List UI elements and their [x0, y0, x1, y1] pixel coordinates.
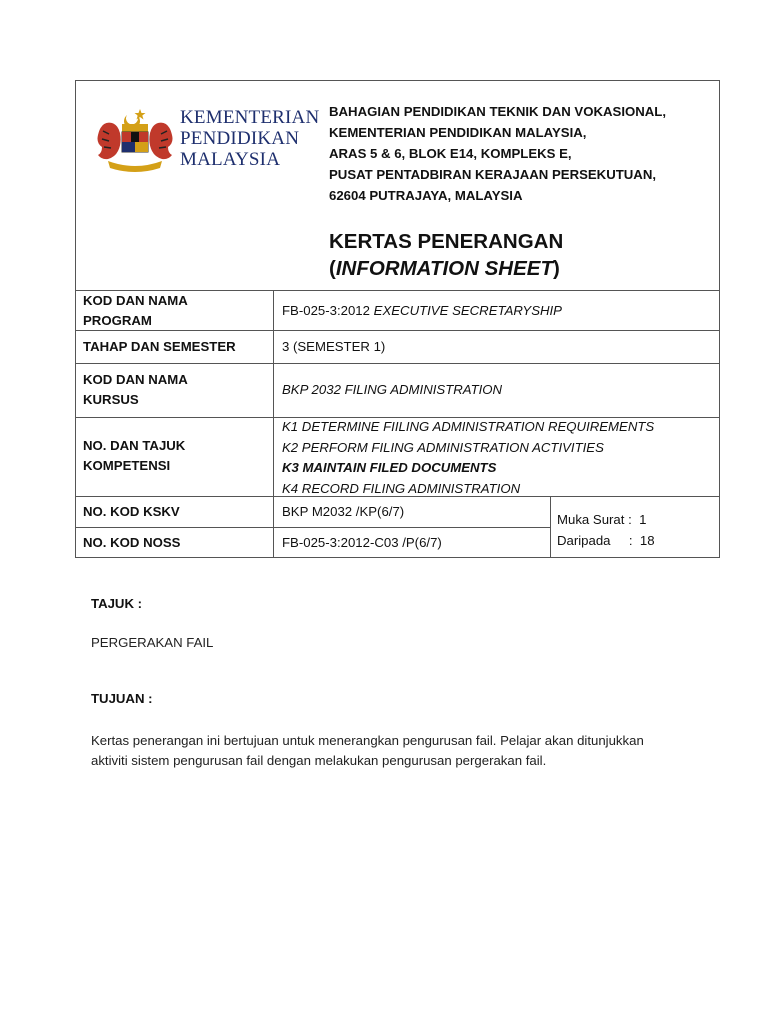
logo-line-3: MALAYSIA: [180, 149, 281, 170]
program-value: [282, 301, 562, 321]
noss-label: NO. KOD NOSS: [83, 535, 181, 550]
purpose-text: [91, 731, 644, 771]
page-cell-divider: [550, 497, 551, 558]
page-number-box: [557, 509, 655, 551]
program-label: [83, 291, 188, 331]
row-competency: [76, 418, 719, 497]
logo-line-1: KEMENTERIAN: [180, 107, 320, 128]
sheet-title-main: KERTAS PENERANGAN: [329, 230, 564, 253]
competency-item-current: K3 MAINTAIN FILED DOCUMENTS: [282, 460, 497, 475]
address-line-4: PUSAT PENTADBIRAN KERAJAAN PERSEKUTUAN,: [329, 167, 657, 182]
purpose-line-2: aktiviti sistem pengurusan fail dengan melakukan pengurusan pergerakan fail.: [91, 753, 547, 768]
level-value: 3 (SEMESTER 1): [282, 339, 386, 354]
page-number-line: [557, 509, 655, 530]
program-label-line-2: PROGRAM: [83, 313, 152, 328]
logo-wordmark: [180, 107, 319, 170]
coat-of-arms-icon: [94, 107, 176, 173]
level-label: TAHAP DAN SEMESTER: [83, 339, 236, 354]
page-total-line: [557, 530, 655, 551]
course-value: BKP 2032 FILING ADMINISTRATION: [282, 382, 503, 397]
purpose-label: TUJUAN :: [91, 691, 153, 706]
competency-label: [83, 436, 185, 476]
address-line-5: 62604 PUTRAJAYA, MALAYSIA: [329, 188, 523, 203]
address-line-3: ARAS 5 & 6, BLOK E14, KOMPLEKS E,: [329, 146, 572, 161]
noss-value: FB-025-3:2012-C03 /P(6/7): [282, 535, 442, 550]
course-label-line-2: KURSUS: [83, 392, 139, 407]
row-course: [76, 364, 719, 418]
competency-item: K2 PERFORM FILING ADMINISTRATION ACTIVITIES: [282, 439, 604, 455]
document-header-table: [75, 80, 720, 558]
course-label-line-1: KOD DAN NAMA: [83, 372, 188, 387]
kskv-label: NO. KOD KSKV: [83, 504, 180, 519]
ministry-logo: [94, 103, 324, 173]
title-paren-open: (: [329, 257, 336, 280]
of-label: Daripada: [557, 533, 611, 548]
topic-label: TAJUK :: [91, 596, 143, 611]
of-value: 18: [639, 533, 655, 548]
of-colon: :: [628, 533, 633, 548]
topic-value: PERGERAKAN FAIL: [91, 635, 214, 650]
kskv-value: BKP M2032 /KP(6/7): [282, 504, 405, 519]
title-paren-close: ): [552, 257, 560, 280]
competency-item: K1 DETERMINE FIILING ADMINISTRATION REQUIREMENTS: [282, 419, 655, 434]
logo-line-2: PENDIDIKAN: [180, 128, 300, 149]
page-label: Muka Surat :: [557, 512, 632, 527]
program-label-line-1: KOD DAN NAMA: [83, 293, 188, 308]
program-name: EXECUTIVE SECRETARYSHIP: [373, 303, 562, 318]
row-level: [76, 331, 719, 364]
program-code: FB-025-3:2012: [282, 303, 370, 318]
sheet-title: [329, 228, 563, 282]
ministry-address: [329, 101, 666, 206]
competency-list: [282, 417, 654, 499]
page-value: 1: [639, 512, 647, 527]
course-label: [83, 370, 188, 410]
address-line-1: BAHAGIAN PENDIDIKAN TEKNIK DAN VOKASIONAL,: [329, 104, 667, 119]
title-sub-text: INFORMATION SHEET: [335, 257, 553, 280]
purpose-line-1: Kertas penerangan ini bertujuan untuk menerangkan pengurusan fail. Pelajar akan ditunjukkan: [91, 733, 644, 748]
address-line-2: KEMENTERIAN PENDIDIKAN MALAYSIA,: [329, 125, 587, 140]
sheet-title-sub: [329, 255, 563, 282]
row-kskv: [76, 497, 551, 528]
competency-label-line-2: KOMPETENSI: [83, 458, 171, 473]
competency-label-line-1: NO. DAN TAJUK: [83, 438, 186, 453]
header-cell: [76, 81, 719, 291]
row-program: [76, 291, 719, 331]
competency-item: K4 RECORD FILING ADMINISTRATION: [282, 480, 521, 496]
